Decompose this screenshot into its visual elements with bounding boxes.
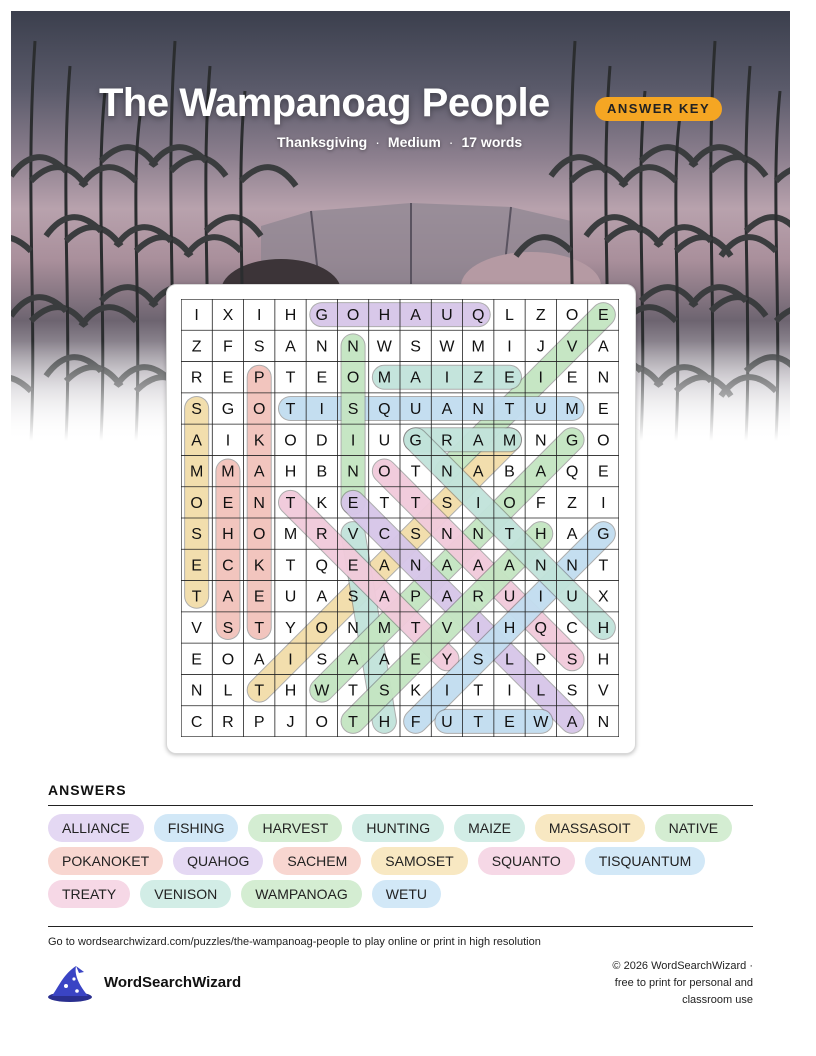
grid-letter[interactable]: H	[535, 526, 547, 544]
grid-letter[interactable]: N	[566, 557, 578, 575]
grid-letter[interactable]: S	[566, 682, 578, 700]
corn-leaf	[206, 217, 261, 236]
grid-letter[interactable]: T	[473, 682, 484, 700]
grid-letter[interactable]: I	[475, 494, 481, 512]
answer-chip: TREATY	[48, 880, 130, 908]
grid-letter[interactable]: L	[223, 682, 233, 700]
corn-leaf	[621, 167, 676, 186]
grid-letter[interactable]: Z	[567, 494, 577, 512]
grid-letter[interactable]: J	[536, 338, 545, 356]
corn-leaf	[711, 297, 766, 316]
grid-letter[interactable]: O	[315, 620, 329, 637]
answer-chip: WAMPANOAG	[241, 880, 362, 908]
grid-letter[interactable]: P	[253, 713, 265, 731]
wizard-hat-icon	[46, 964, 94, 1004]
grid-letter[interactable]: G	[565, 432, 579, 450]
grid-letter[interactable]: A	[379, 651, 390, 669]
grid-letter[interactable]: E	[191, 651, 202, 669]
grid-letter[interactable]: M	[189, 463, 204, 481]
grid-letter[interactable]: S	[347, 401, 359, 418]
grid-letter[interactable]: W	[376, 338, 392, 356]
grid-letter[interactable]: F	[535, 494, 546, 512]
grid-letter[interactable]: E	[253, 588, 265, 606]
grid-letter[interactable]: I	[350, 432, 356, 450]
grid-letter[interactable]: C	[378, 526, 391, 544]
grid-letter[interactable]: R	[316, 526, 328, 544]
grid-letter[interactable]: N	[597, 369, 610, 387]
grid-letter[interactable]: C	[222, 557, 234, 575]
answer-chip: MASSASOIT	[535, 814, 645, 842]
grid-letter[interactable]: S	[316, 651, 328, 669]
answer-chip: MAIZE	[454, 814, 525, 842]
grid-letter[interactable]: T	[410, 494, 421, 512]
grid-letter[interactable]: F	[223, 338, 233, 356]
grid-letter[interactable]: M	[377, 369, 392, 387]
corn-leaf	[31, 307, 86, 326]
grid-letter[interactable]: C	[566, 620, 578, 637]
grid-letter[interactable]: V	[441, 620, 453, 637]
grid-letter[interactable]: S	[410, 338, 421, 356]
grid-letter[interactable]: T	[191, 588, 202, 606]
corn-leaf	[776, 167, 790, 186]
corn-leaf	[66, 227, 121, 246]
corn-leaf	[11, 237, 31, 256]
grid-letter[interactable]: T	[410, 620, 421, 637]
answer-chip: SQUANTO	[478, 847, 575, 875]
grid-letter[interactable]: S	[472, 651, 484, 669]
grid-letter[interactable]: E	[504, 369, 515, 387]
answer-chip: QUAHOG	[173, 847, 263, 875]
grid-letter[interactable]: N	[472, 401, 484, 418]
theme-label: Thanksgiving	[277, 134, 368, 150]
grid-letter[interactable]: T	[348, 713, 358, 731]
grid-letter[interactable]: V	[347, 526, 359, 544]
grid-letter[interactable]: I	[444, 369, 450, 387]
grid-letter[interactable]: E	[598, 401, 609, 418]
grid-letter[interactable]: A	[598, 338, 609, 356]
grid-letter[interactable]: A	[191, 432, 202, 450]
grid-letter[interactable]: O	[315, 713, 329, 731]
grid-letter[interactable]: H	[597, 620, 610, 637]
grid-letter[interactable]: A	[379, 557, 390, 575]
grid-letter[interactable]: S	[253, 338, 265, 356]
grid-letter[interactable]: A	[379, 588, 390, 606]
grid-letter[interactable]: A	[566, 713, 578, 731]
grid-letter[interactable]: B	[316, 463, 328, 481]
grid-letter[interactable]: W	[439, 338, 455, 356]
corn-leaf	[81, 167, 136, 186]
grid-letter[interactable]: T	[285, 369, 296, 387]
answer-chip: HUNTING	[352, 814, 444, 842]
grid-letter[interactable]: S	[410, 526, 421, 544]
grid-letter[interactable]: E	[191, 557, 202, 575]
grid-letter[interactable]: E	[410, 651, 421, 669]
grid-letter[interactable]: E	[347, 494, 359, 512]
grid-letter[interactable]: Y	[285, 620, 296, 637]
grid-letter[interactable]: Y	[441, 651, 453, 669]
answer-chip: SAMOSET	[371, 847, 467, 875]
grid-letter[interactable]: M	[221, 463, 235, 481]
copyright-line: © 2026 WordSearchWizard ·	[612, 960, 753, 972]
grid-letter[interactable]: I	[225, 432, 231, 450]
grid-letter[interactable]: P	[253, 369, 265, 387]
corn-leaf	[746, 217, 790, 236]
grid-letter[interactable]: A	[535, 463, 547, 481]
grid-letter[interactable]: D	[316, 432, 328, 450]
grid-letter[interactable]: S	[191, 401, 202, 418]
grid-letter[interactable]: A	[253, 463, 265, 481]
grid-letter[interactable]: A	[410, 307, 421, 325]
grid-letter[interactable]: E	[598, 463, 609, 481]
answer-chip: SACHEM	[273, 847, 361, 875]
grid-letter[interactable]: I	[507, 682, 512, 700]
grid-letter[interactable]: N	[190, 682, 203, 700]
grid-letter[interactable]: I	[288, 651, 293, 669]
answers-heading: ANSWERS	[48, 782, 127, 798]
grid-letter[interactable]: E	[504, 713, 515, 731]
grid-letter[interactable]: A	[285, 338, 296, 356]
grid-letter[interactable]: L	[505, 307, 514, 325]
grid-letter[interactable]: S	[379, 682, 390, 700]
grid-letter[interactable]: X	[222, 307, 234, 325]
grid-letter[interactable]: H	[284, 307, 297, 325]
grid-letter[interactable]: T	[285, 401, 296, 418]
grid-letter[interactable]: A	[410, 369, 421, 387]
grid-letter[interactable]: I	[194, 307, 199, 325]
answer-key-badge: ANSWER KEY	[595, 97, 722, 121]
grid-letter[interactable]: P	[410, 588, 421, 606]
grid-letter[interactable]: T	[379, 494, 390, 512]
corn-leaf	[711, 157, 766, 176]
grid-letter[interactable]: E	[566, 369, 578, 387]
grid-letter[interactable]: T	[254, 682, 265, 700]
corn-leaf	[31, 167, 86, 186]
grid-letter[interactable]: N	[347, 338, 359, 356]
grid-letter[interactable]: K	[253, 432, 265, 450]
grid-letter[interactable]: K	[316, 494, 328, 512]
grid-letter[interactable]: X	[598, 588, 609, 606]
grid-letter[interactable]: Q	[378, 401, 391, 418]
grid-letter[interactable]: C	[190, 713, 203, 731]
grid-letter[interactable]: Q	[315, 557, 329, 575]
grid-letter[interactable]: H	[222, 526, 234, 544]
grid-letter[interactable]: G	[315, 307, 329, 325]
grid-letter[interactable]: O	[346, 369, 360, 387]
grid-letter[interactable]: E	[316, 369, 328, 387]
grid-letter[interactable]: N	[316, 338, 328, 356]
grid-letter[interactable]: S	[441, 494, 453, 512]
grid-letter[interactable]: G	[409, 432, 422, 450]
grid-letter[interactable]: H	[284, 682, 297, 700]
corn-leaf	[186, 237, 241, 256]
grid-letter[interactable]: R	[441, 432, 453, 450]
corn-leaf	[571, 167, 626, 186]
answer-chip: ALLIANCE	[48, 814, 144, 842]
grid-letter[interactable]: A	[441, 401, 453, 418]
answer-chip: FISHING	[154, 814, 239, 842]
grid-letter[interactable]: T	[504, 526, 515, 544]
grid-letter[interactable]: W	[314, 682, 330, 700]
corn-leaf	[81, 307, 136, 326]
grid-letter[interactable]: R	[222, 713, 234, 731]
grid-letter[interactable]: E	[347, 557, 359, 575]
grid-letter[interactable]: N	[253, 494, 265, 512]
corn-leaf	[101, 287, 156, 306]
footer-url[interactable]: Go to wordsearchwizard.com/puzzles/the-wampanoag-people to play online or print in high resolution	[48, 936, 541, 948]
grid-letter[interactable]: O	[346, 307, 360, 325]
grid-letter[interactable]: H	[503, 620, 516, 637]
grid-letter[interactable]: B	[504, 463, 515, 481]
grid-letter[interactable]: H	[378, 713, 391, 731]
grid-letter[interactable]: E	[222, 494, 234, 512]
grid-letter[interactable]: T	[285, 494, 296, 512]
answer-chip: NATIVE	[655, 814, 733, 842]
grid-letter[interactable]: I	[507, 338, 512, 356]
grid-letter[interactable]: A	[472, 463, 484, 481]
grid-letter[interactable]: A	[316, 588, 328, 606]
answer-chip: HARVEST	[248, 814, 342, 842]
page-title: The Wampanoag People	[99, 81, 550, 125]
answer-chip: POKANOKET	[48, 847, 163, 875]
copyright-notice	[533, 958, 753, 1009]
grid-letter[interactable]: Q	[534, 620, 548, 637]
answer-chip: WETU	[372, 880, 441, 908]
grid-letter[interactable]: I	[538, 588, 544, 606]
copyright-line: free to print for personal and	[614, 977, 753, 989]
grid-letter[interactable]: A	[566, 526, 578, 544]
grid-letter[interactable]: G	[597, 526, 610, 544]
grid-letter[interactable]: O	[252, 401, 266, 418]
grid-letter[interactable]: E	[598, 307, 609, 325]
grid-letter[interactable]: Q	[471, 307, 485, 325]
grid-letter[interactable]: U	[535, 401, 547, 418]
answers-divider	[48, 805, 753, 806]
grid-letter[interactable]: E	[222, 369, 234, 387]
corn-leaf	[606, 227, 661, 246]
grid-letter[interactable]: T	[598, 557, 609, 575]
corn-leaf	[241, 167, 296, 186]
corn-leaf	[641, 147, 696, 166]
grid-letter[interactable]: V	[191, 620, 202, 637]
grid-letter[interactable]: A	[441, 588, 453, 606]
grid-letter[interactable]: A	[347, 651, 359, 669]
answer-chip: VENISON	[140, 880, 231, 908]
grid-letter[interactable]: O	[252, 526, 266, 544]
grid-letter[interactable]: M	[471, 338, 485, 356]
grid-letter[interactable]: I	[319, 401, 325, 418]
corn-leaf	[641, 287, 696, 306]
grid-letter[interactable]: M	[502, 432, 517, 450]
grid-letter[interactable]: G	[221, 401, 235, 418]
corn-leaf	[171, 157, 226, 176]
grid-letter[interactable]: T	[285, 557, 296, 575]
grid-letter[interactable]: N	[347, 620, 359, 637]
grid-letter[interactable]: O	[284, 432, 297, 450]
grid-letter[interactable]: S	[566, 651, 578, 669]
grid-letter[interactable]: A	[222, 588, 234, 606]
grid-letter[interactable]: N	[347, 463, 359, 481]
grid-letter[interactable]: O	[565, 307, 579, 325]
grid-letter[interactable]: I	[475, 620, 481, 637]
grid-letter[interactable]: Z	[473, 369, 484, 387]
grid-letter[interactable]: T	[348, 682, 358, 700]
grid-letter[interactable]: P	[535, 651, 547, 669]
corn-leaf	[136, 237, 191, 256]
grid-letter[interactable]: V	[566, 338, 578, 356]
grid-letter[interactable]: T	[254, 620, 265, 637]
grid-letter[interactable]: T	[473, 713, 484, 731]
grid-letter[interactable]: V	[598, 682, 609, 700]
grid-letter[interactable]: I	[444, 682, 450, 700]
grid-letter[interactable]: Z	[191, 338, 202, 356]
grid-letter[interactable]: U	[566, 588, 578, 606]
grid-letter[interactable]: U	[284, 588, 297, 606]
grid-letter[interactable]: U	[378, 432, 391, 450]
grid-letter[interactable]: S	[191, 526, 202, 544]
grid-letter[interactable]: I	[601, 494, 606, 512]
grid-letter[interactable]: O	[378, 463, 391, 481]
grid-letter[interactable]: M	[283, 526, 298, 544]
grid-letter[interactable]: F	[410, 713, 421, 731]
grid-letter[interactable]: T	[410, 463, 421, 481]
grid-letter[interactable]: O	[190, 494, 203, 512]
word-count-label: 17 words	[461, 134, 523, 150]
copyright-line: classroom use	[682, 994, 753, 1006]
grid-letter[interactable]: O	[221, 651, 235, 669]
grid-letter[interactable]: N	[409, 557, 422, 575]
grid-letter[interactable]: N	[441, 463, 453, 481]
grid-letter[interactable]: Q	[565, 463, 579, 481]
grid-letter[interactable]: T	[504, 401, 515, 418]
grid-letter[interactable]: O	[597, 432, 610, 450]
grid-letter[interactable]: W	[533, 713, 549, 731]
grid-letter[interactable]: Z	[535, 307, 546, 325]
grid-letter[interactable]: I	[256, 307, 262, 325]
grid-letter[interactable]: A	[253, 651, 265, 669]
difficulty-label: Medium	[387, 134, 441, 150]
grid-letter[interactable]: N	[535, 432, 547, 450]
grid-letter[interactable]: O	[503, 494, 516, 512]
grid-letter[interactable]: R	[190, 369, 203, 387]
grid-letter[interactable]: S	[222, 620, 234, 637]
grid-letter[interactable]: N	[472, 526, 484, 544]
grid-letter[interactable]: N	[535, 557, 547, 575]
grid-letter[interactable]: U	[503, 588, 516, 606]
grid-letter[interactable]: U	[441, 307, 453, 325]
grid-letter[interactable]: L	[536, 682, 546, 700]
grid-letter[interactable]: U	[409, 401, 422, 418]
answers-list	[48, 814, 758, 913]
grid-letter[interactable]: R	[472, 588, 484, 606]
grid-letter[interactable]: H	[378, 307, 391, 325]
corn-leaf	[101, 147, 156, 166]
answer-chip: TISQUANTUM	[585, 847, 706, 875]
grid-letter[interactable]: L	[505, 651, 514, 669]
grid-letter[interactable]: A	[472, 432, 484, 450]
grid-letter[interactable]: N	[441, 526, 453, 544]
grid-letter[interactable]: A	[472, 557, 484, 575]
grid-letter[interactable]: J	[286, 713, 295, 731]
grid-letter[interactable]: H	[597, 651, 610, 669]
grid-letter[interactable]: U	[441, 713, 453, 731]
footer-divider	[48, 926, 753, 927]
puzzle-meta: Thanksgiving · Medium · 17 words	[277, 134, 523, 150]
brand-name: WordSearchWizard	[104, 974, 242, 991]
grid-letter[interactable]: M	[565, 401, 579, 418]
grid-letter[interactable]: A	[504, 557, 515, 575]
grid-letter[interactable]: I	[538, 369, 544, 387]
grid-letter[interactable]: K	[410, 682, 421, 700]
grid-letter[interactable]: K	[253, 557, 265, 575]
grid-letter[interactable]: A	[441, 557, 453, 575]
grid-letter[interactable]: N	[597, 713, 610, 731]
grid-letter[interactable]: M	[377, 620, 392, 637]
grid-letter[interactable]: H	[284, 463, 297, 481]
letter-grid	[181, 299, 619, 737]
grid-letter[interactable]: S	[347, 588, 359, 606]
